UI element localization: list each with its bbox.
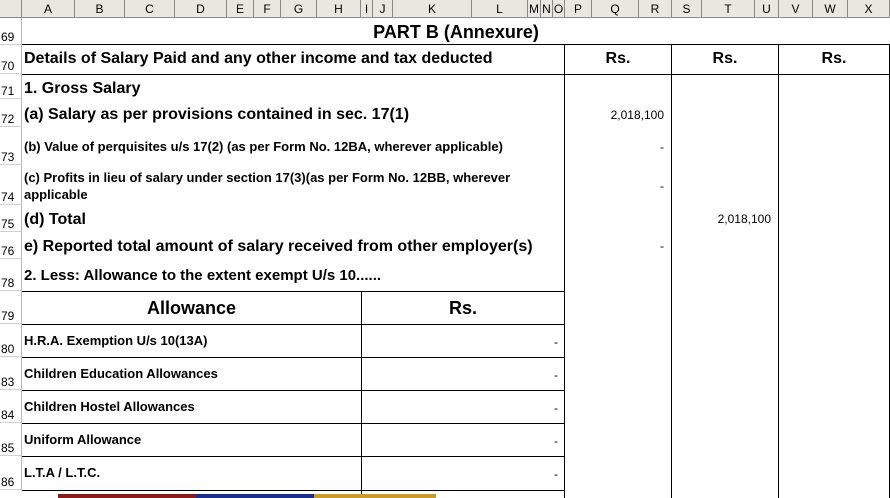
- col-header-a[interactable]: A: [22, 0, 75, 18]
- total-value[interactable]: 2,018,100: [717, 212, 771, 226]
- allowance-top-border: [22, 291, 565, 292]
- uniform-allowance-label[interactable]: Uniform Allowance: [24, 432, 142, 447]
- col-header-o[interactable]: O: [553, 2, 564, 16]
- profits-value[interactable]: -: [660, 179, 664, 193]
- row-header-78[interactable]: [0, 259, 22, 291]
- row-number: 85: [1, 441, 15, 455]
- col-header-g[interactable]: G: [281, 0, 317, 18]
- row-number: 75: [1, 217, 15, 231]
- hra-exemption-label[interactable]: H.R.A. Exemption U/s 10(13A): [24, 333, 208, 348]
- row-number: 71: [1, 84, 15, 98]
- row-number: 69: [1, 30, 15, 44]
- rs-header-2[interactable]: Rs.: [712, 50, 738, 67]
- col-header-j[interactable]: J: [373, 0, 393, 18]
- row-header-80[interactable]: [0, 324, 22, 357]
- allowance-header-border: [22, 324, 565, 325]
- row-number: 79: [1, 309, 15, 323]
- row-number: 74: [1, 190, 15, 204]
- other-employer-value[interactable]: -: [660, 239, 664, 253]
- allowance-row-border: [22, 423, 565, 424]
- col-header-r[interactable]: R: [639, 0, 672, 18]
- row-header-75[interactable]: [0, 205, 22, 232]
- col-header-t[interactable]: T: [702, 0, 755, 18]
- col-header-c[interactable]: C: [125, 0, 175, 18]
- profits-label-line2[interactable]: applicable: [24, 187, 88, 202]
- header-bottom-border: [22, 74, 890, 75]
- sheet-tab-strip[interactable]: [58, 494, 196, 498]
- col-header-m[interactable]: M: [529, 2, 539, 16]
- allowance-rs-header[interactable]: Rs.: [448, 298, 477, 318]
- details-header[interactable]: Details of Salary Paid and any other income and tax deducted: [24, 50, 493, 67]
- col-header-q[interactable]: Q: [592, 0, 639, 18]
- col-divider-3: [778, 44, 779, 498]
- col-header-p[interactable]: P: [565, 0, 592, 18]
- lta-ltc-value[interactable]: -: [554, 467, 558, 481]
- col-header-l[interactable]: L: [472, 0, 528, 18]
- allowance-col-header[interactable]: Allowance: [146, 298, 237, 318]
- row-number: 76: [1, 244, 15, 258]
- gross-salary-label[interactable]: 1. Gross Salary: [24, 80, 141, 97]
- row-header-85[interactable]: [0, 423, 22, 456]
- total-label[interactable]: (d) Total: [24, 211, 86, 228]
- other-employer-label[interactable]: e) Reported total amount of salary received from other employer(s): [24, 238, 533, 255]
- col-header-n[interactable]: N: [541, 0, 553, 18]
- row-number: 83: [1, 375, 15, 389]
- allowance-row-border: [22, 456, 565, 457]
- col-header-k[interactable]: K: [393, 0, 472, 18]
- allowance-row-border: [22, 357, 565, 358]
- row-header-83[interactable]: [0, 357, 22, 390]
- row-header-70[interactable]: [0, 45, 22, 74]
- children-hostel-value[interactable]: -: [554, 401, 558, 415]
- col-header-s[interactable]: S: [672, 0, 702, 18]
- less-allowance-label[interactable]: 2. Less: Allowance to the extent exempt U/s 10......: [24, 267, 382, 284]
- col-header-w[interactable]: W: [813, 0, 848, 18]
- children-education-value[interactable]: -: [554, 368, 558, 382]
- col-header-f[interactable]: F: [254, 0, 281, 18]
- lta-ltc-label[interactable]: L.T.A / L.T.C.: [24, 465, 101, 480]
- table-top-border: [22, 44, 890, 45]
- col-header-x[interactable]: X: [848, 0, 890, 18]
- row-number: 78: [1, 276, 15, 290]
- row-number: 72: [1, 112, 15, 126]
- sheet-tab-strip[interactable]: [314, 494, 436, 498]
- col-header-u[interactable]: U: [755, 0, 779, 18]
- salary-17-1-label[interactable]: (a) Salary as per provisions contained in sec. 17(1): [24, 106, 410, 123]
- row-number: 73: [1, 150, 15, 164]
- row-number: 80: [1, 342, 15, 356]
- sheet-tab-strip[interactable]: [196, 494, 314, 498]
- col-header-v[interactable]: V: [779, 0, 813, 18]
- rs-header-1[interactable]: Rs.: [605, 50, 631, 67]
- row-header-76[interactable]: [0, 232, 22, 259]
- row-number: 86: [1, 475, 15, 489]
- perquisites-label[interactable]: (b) Value of perquisites u/s 17(2) (as per Form No. 12BA, wherever applicable): [24, 139, 503, 154]
- row-number: 84: [1, 408, 15, 422]
- row-header-79[interactable]: [0, 291, 22, 324]
- allowance-row-border: [22, 490, 565, 491]
- col-header-h[interactable]: H: [317, 0, 361, 18]
- page-title[interactable]: PART B (Annexure): [373, 22, 539, 42]
- children-hostel-label[interactable]: Children Hostel Allowances: [24, 399, 195, 414]
- row-header-72[interactable]: [0, 99, 22, 127]
- hra-exemption-value[interactable]: -: [554, 335, 558, 349]
- row-header-71[interactable]: [0, 74, 22, 99]
- allowance-row-border: [22, 390, 565, 391]
- rs-header-3[interactable]: Rs.: [821, 50, 847, 67]
- row-header-84[interactable]: [0, 390, 22, 423]
- salary-17-1-value[interactable]: 2,018,100: [610, 108, 664, 122]
- row-header-86[interactable]: [0, 456, 22, 490]
- perquisites-value[interactable]: -: [660, 140, 664, 154]
- row-header-74[interactable]: [0, 165, 22, 205]
- select-all-corner[interactable]: [0, 0, 22, 18]
- row-number: 70: [1, 59, 15, 73]
- row-header-73[interactable]: [0, 127, 22, 165]
- uniform-allowance-value[interactable]: -: [554, 434, 558, 448]
- col-header-d[interactable]: D: [175, 0, 227, 18]
- profits-label-line1[interactable]: (c) Profits in lieu of salary under section 17(3)(as per Form No. 12BB, wherever: [24, 170, 511, 185]
- row-header-69[interactable]: [0, 18, 22, 45]
- col-divider-2: [671, 44, 672, 498]
- col-header-i[interactable]: I: [361, 0, 373, 18]
- col-header-e[interactable]: E: [227, 0, 254, 18]
- children-education-label[interactable]: Children Education Allowances: [24, 366, 218, 381]
- col-header-b[interactable]: B: [75, 0, 125, 18]
